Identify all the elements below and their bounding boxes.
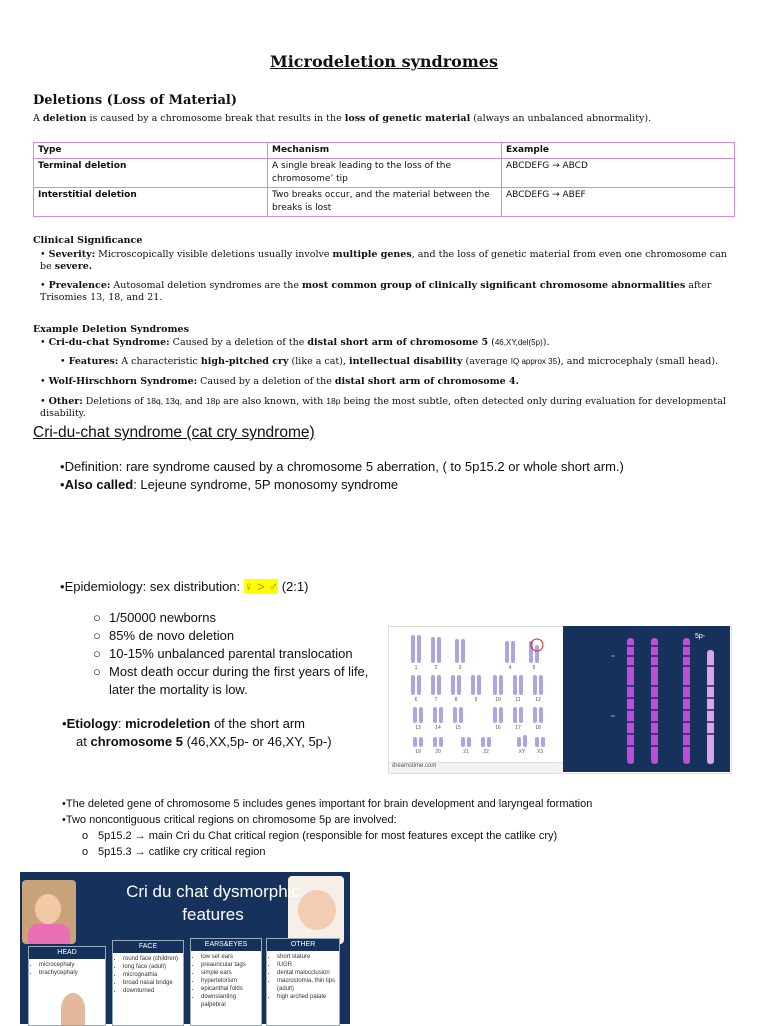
table-cell: ABCDEFG → ABCD bbox=[502, 159, 735, 188]
list-item: • round face (children) bbox=[123, 955, 183, 963]
features-bullet: • Features: A characteristic high-pitched cry (like a cat), intellectual disability (average IQ approx 35), and microcephaly (small head). bbox=[60, 356, 719, 367]
chromosome-label: 20 bbox=[435, 749, 441, 755]
chromosome-label: 1 bbox=[414, 665, 418, 671]
list-item: • low set ears bbox=[201, 953, 261, 961]
chromosome-label: 18 bbox=[535, 725, 541, 731]
other-bullet: • Other: Deletions of 18q, 13q, and 18p are also known, with 18p being the most subtle, often detected only during evaluation for developmental disability. bbox=[40, 396, 726, 419]
chromosome-label: 4 bbox=[508, 665, 512, 671]
prevalence-bullet: • Prevalence: Autosomal deletion syndromes are the most common group of clinically significant chromosome abnormalities after Trisomies 13, 18, and 21. bbox=[40, 280, 712, 303]
chromosome-label: 22 bbox=[483, 749, 489, 755]
chromosome-label: 9 bbox=[474, 697, 478, 703]
table-header: Type bbox=[34, 143, 268, 159]
epidemiology-list bbox=[93, 609, 383, 699]
list-item: • micrognathia bbox=[123, 971, 183, 979]
chromosome-label: 11 bbox=[515, 697, 521, 703]
sex-ratio-highlight: ♀ > ♂ bbox=[243, 579, 279, 594]
list-item: • simple ears bbox=[201, 969, 261, 977]
list-item: • IUGR bbox=[277, 961, 339, 969]
epidemiology-line: •Epidemiology: sex distribution: ♀ > ♂ (2:1) bbox=[60, 579, 309, 594]
infographic-title: Cri du chat dysmorphic features bbox=[126, 882, 300, 924]
list-item: • microcephaly bbox=[39, 961, 105, 969]
features-column-ears-eyes: EARS&EYES • low set ears • preauricular tags • simple ears • hypertelorism • epicanthal folds • downslanting palpebral bbox=[190, 938, 262, 1026]
chromosome-label: 12 bbox=[535, 697, 541, 703]
severity-bullet: • Severity: Microscopically visible deletions usually involve multiple genes, and the loss of genetic material from even one chromosome can be severe. bbox=[40, 249, 727, 272]
chromosome-label: 10 bbox=[495, 697, 501, 703]
features-column-face: FACE • round face (children) • long face (adult) • micrognathia • broad nasal bridge • downturned bbox=[112, 940, 184, 1026]
chromosome-label: 17 bbox=[515, 725, 521, 731]
chromosome-label: 5 bbox=[532, 665, 536, 671]
list-item: • downturned bbox=[123, 987, 183, 995]
page-title: Microdeletion syndromes bbox=[270, 52, 498, 71]
deletions-heading: Deletions (Loss of Material) bbox=[33, 93, 237, 108]
list-item: • dental malocclusion bbox=[277, 969, 339, 977]
chromosome-label: 15 bbox=[455, 725, 461, 731]
chromosome-label: 19 bbox=[415, 749, 421, 755]
table-cell: Terminal deletion bbox=[34, 159, 268, 188]
chromosome-label: 8 bbox=[454, 697, 458, 703]
chromosome-label: 2 bbox=[434, 665, 438, 671]
chromosome-label: 3 bbox=[458, 665, 462, 671]
table-row bbox=[34, 188, 735, 217]
cdc-bullet: • Cri-du-chat Syndrome: Caused by a deletion of the distal short arm of chromosome 5 (46,XY,del(5p)). bbox=[40, 337, 550, 348]
karyotype-footer: dreamstime.com bbox=[389, 762, 563, 773]
list-item: • short stature bbox=[277, 953, 339, 961]
list-item: ○ Most death occur during the first years of life, later the mortality is low. bbox=[93, 664, 369, 697]
table-cell: Two breaks occur, and the material between the breaks is lost bbox=[268, 188, 502, 217]
table-row bbox=[34, 159, 735, 188]
regions-line: •Two noncontiguous critical regions on chromosome 5p are involved: bbox=[62, 814, 397, 826]
etiology-line: •Etiology: microdeletion of the short arm at chromosome 5 (46,XX,5p- or 46,XY, 5p-) bbox=[62, 716, 332, 749]
chromosome-label: 21 bbox=[463, 749, 469, 755]
cdc-heading: Cri-du-chat syndrome (cat cry syndrome) bbox=[33, 424, 315, 441]
chromosome-label: 6 bbox=[414, 697, 418, 703]
region-item: o 5p15.3 → catlike cry critical region bbox=[82, 846, 266, 858]
gene-line: •The deleted gene of chromosome 5 includes genes important for brain development and laryngeal formation bbox=[62, 798, 593, 810]
chromosome-5-panel bbox=[563, 626, 730, 772]
list-item: ○ 85% de novo deletion bbox=[93, 628, 235, 643]
table-header: Example bbox=[502, 143, 735, 159]
deletion-types-table bbox=[33, 142, 735, 217]
list-item: ○ 10-15% unbalanced parental translocation bbox=[93, 646, 353, 661]
definition-line: •Definition: rare syndrome caused by a chromosome 5 aberration, ( to 5p15.2 or whole short arm.) bbox=[60, 459, 624, 474]
list-item: • hypertelorism bbox=[201, 977, 261, 985]
list-item: • macrostomia, thin lips (adult) bbox=[277, 977, 339, 993]
list-item: • brachycephaly bbox=[39, 969, 105, 977]
child-photo bbox=[22, 880, 76, 944]
list-item: • epicanthal folds bbox=[201, 985, 261, 993]
table-cell: A single break leading to the loss of the chromosome’ tip bbox=[268, 159, 502, 188]
chromosome-label: 16 bbox=[495, 725, 501, 731]
chromosome-label: 14 bbox=[435, 725, 441, 731]
features-column-other: OTHER • short stature • IUGR • dental malocclusion • macrostomia, thin lips (adult) • high arched palate bbox=[266, 938, 340, 1026]
table-cell: ABCDEFG → ABEF bbox=[502, 188, 735, 217]
table-cell: Interstitial deletion bbox=[34, 188, 268, 217]
ear-photo bbox=[61, 993, 85, 1025]
list-item: • long face (adult) bbox=[123, 963, 183, 971]
karyotype-chromosomes bbox=[389, 627, 564, 763]
list-item: • broad nasal bridge bbox=[123, 979, 183, 987]
region-item: o 5p15.2 → main Cri du Chat critical region (responsible for most features except the catlike cry) bbox=[82, 830, 558, 842]
chromosome-label: 7 bbox=[434, 697, 438, 703]
wh-bullet: • Wolf-Hirschhorn Syndrome: Caused by a deletion of the distal short arm of chromosome 4. bbox=[40, 376, 519, 387]
list-item: ○ 1/50000 newborns bbox=[93, 610, 216, 625]
table-header: Mechanism bbox=[268, 143, 502, 159]
features-column-head: HEAD • microcephaly • brachycephaly bbox=[28, 946, 106, 1026]
panel-label: 5p- bbox=[695, 633, 706, 640]
list-item: • downslanting palpebral bbox=[201, 993, 261, 1009]
chromosome-label: X3 bbox=[536, 749, 544, 755]
list-item: • high arched palate bbox=[277, 993, 339, 1001]
table-header-row bbox=[34, 143, 735, 159]
list-item: • preauricular tags bbox=[201, 961, 261, 969]
clinical-heading: Clinical Significance bbox=[33, 235, 143, 246]
chromosome-label: XY bbox=[518, 749, 526, 755]
deletions-lead: A deletion is caused by a chromosome break that results in the loss of genetic material (always an unbalanced abnormality). bbox=[33, 113, 652, 124]
chromosome-label: 13 bbox=[415, 725, 421, 731]
also-called-line: •Also called: Lejeune syndrome, 5P monosomy syndrome bbox=[60, 477, 399, 492]
examples-heading: Example Deletion Syndromes bbox=[33, 324, 189, 335]
